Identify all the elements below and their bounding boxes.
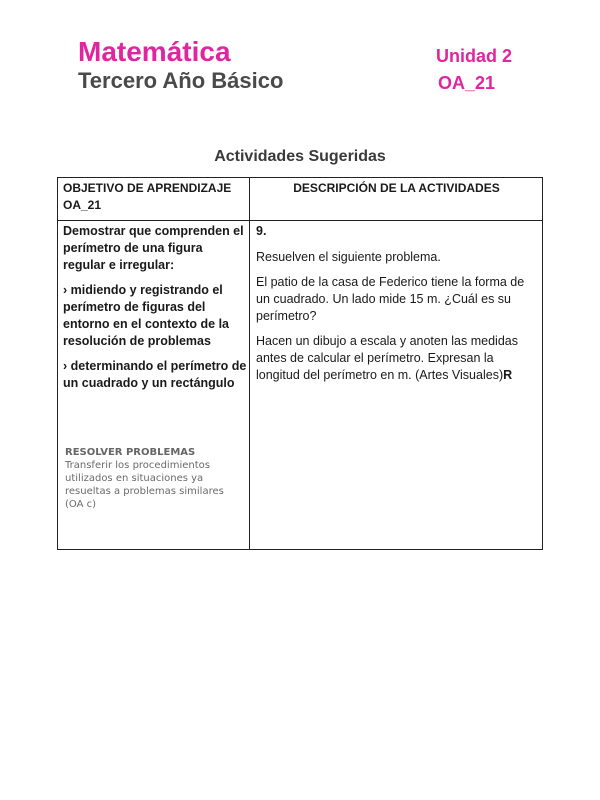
skill-title: RESOLVER PROBLEMAS [65,447,196,458]
objective-main-text: Demostrar que comprenden el perímetro de una figura regular e irregular: [63,224,244,272]
activity-task-tag: R [503,368,513,382]
oa-label: OA_21 [438,73,496,93]
section-title: Actividades Sugeridas [214,148,386,165]
skill-line: utilizados en situaciones ya [65,473,204,484]
objective-bullet-square: › determinando el perímetro de un cuadrado y un rectángulo [63,359,247,390]
skill-line: Transferir los procedimientos [65,460,210,471]
skill-line: (OA c) [65,499,97,510]
subject-title: Matemática [78,36,231,67]
objective-cell [63,223,247,400]
grade-title: Tercero Año Básico [78,68,284,93]
skill-line: resueltas a problemas similares [65,486,224,497]
unit-label: Unidad 2 [436,46,513,66]
header-divider [58,220,542,221]
activity-task-text: Hacen un dibujo a escala y anoten las medidas antes de calcular el perímetro. Expresan la longitud del perímetro en m. (Artes Visuales) [256,334,518,382]
column-divider [249,178,250,549]
activity-instruction: Resuelven el siguiente problema. [256,250,441,264]
column-header-objective: OBJETIVO DE APRENDIZAJE OA_21 [63,181,232,212]
activity-problem: El patio de la casa de Federico tiene la forma de un cuadrado. Un lado mide 15 m. ¿Cuál es su perímetro? [256,275,525,323]
activity-number: 9. [256,224,267,238]
activity-task [256,333,538,384]
description-cell [256,223,538,392]
activities-table [57,177,543,550]
skill-box [65,446,243,511]
column-header-description: DESCRIPCIÓN DE LA ACTIVIDADES [293,181,500,195]
objective-bullet-measure: › midiendo y registrando el perímetro de figuras del entorno en el contexto de la resolución de problemas [63,283,229,348]
